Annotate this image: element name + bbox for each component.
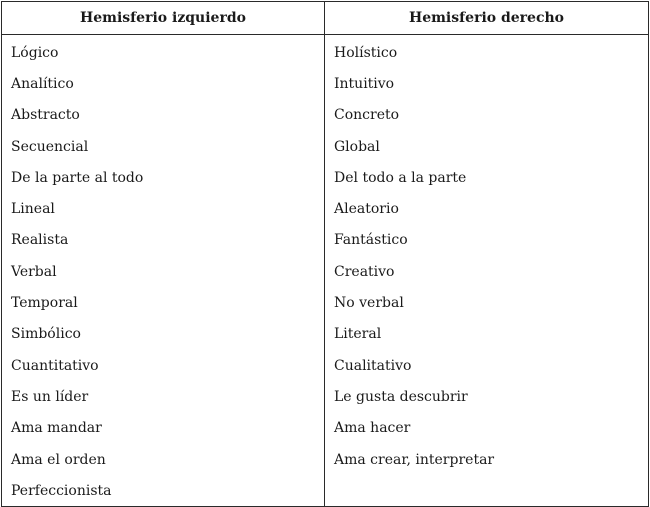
left-hemisphere-cell: Perfeccionista: [2, 475, 325, 507]
left-hemisphere-cell: Lógico: [2, 35, 325, 69]
right-hemisphere-cell: [325, 475, 649, 507]
table-row: [2, 413, 649, 444]
right-hemisphere-cell: Del todo a la parte: [325, 162, 649, 193]
table-body: [2, 35, 649, 507]
table-row: [2, 35, 649, 69]
left-hemisphere-cell: Simbólico: [2, 319, 325, 350]
table-row: [2, 350, 649, 381]
left-hemisphere-cell: Realista: [2, 225, 325, 256]
hemisphere-comparison-table: [1, 1, 649, 507]
right-hemisphere-cell: Fantástico: [325, 225, 649, 256]
right-hemisphere-cell: Cualitativo: [325, 350, 649, 381]
left-hemisphere-cell: Analítico: [2, 68, 325, 99]
right-hemisphere-cell: Holístico: [325, 35, 649, 69]
left-hemisphere-cell: Ama mandar: [2, 413, 325, 444]
table-row: [2, 162, 649, 193]
table-row: [2, 68, 649, 99]
header-row: [2, 2, 649, 35]
right-hemisphere-cell: Ama crear, interpretar: [325, 444, 649, 475]
table-row: [2, 256, 649, 287]
table-row: [2, 131, 649, 162]
right-hemisphere-cell: Creativo: [325, 256, 649, 287]
right-hemisphere-cell: Global: [325, 131, 649, 162]
left-hemisphere-cell: Cuantitativo: [2, 350, 325, 381]
table-row: [2, 193, 649, 224]
right-hemisphere-cell: Ama hacer: [325, 413, 649, 444]
table-row: [2, 381, 649, 412]
left-hemisphere-cell: Verbal: [2, 256, 325, 287]
header-right-hemisphere: Hemisferio derecho: [325, 2, 649, 35]
left-hemisphere-cell: De la parte al todo: [2, 162, 325, 193]
left-hemisphere-cell: Secuencial: [2, 131, 325, 162]
table-row: [2, 225, 649, 256]
right-hemisphere-cell: Aleatorio: [325, 193, 649, 224]
right-hemisphere-cell: Literal: [325, 319, 649, 350]
left-hemisphere-cell: Ama el orden: [2, 444, 325, 475]
right-hemisphere-cell: Concreto: [325, 100, 649, 131]
right-hemisphere-cell: No verbal: [325, 287, 649, 318]
left-hemisphere-cell: Lineal: [2, 193, 325, 224]
left-hemisphere-cell: Es un líder: [2, 381, 325, 412]
right-hemisphere-cell: Intuitivo: [325, 68, 649, 99]
left-hemisphere-cell: Temporal: [2, 287, 325, 318]
right-hemisphere-cell: Le gusta descubrir: [325, 381, 649, 412]
table-row: [2, 287, 649, 318]
table-row: [2, 319, 649, 350]
left-hemisphere-cell: Abstracto: [2, 100, 325, 131]
table-header: [2, 2, 649, 35]
header-left-hemisphere: Hemisferio izquierdo: [2, 2, 325, 35]
table-row: [2, 475, 649, 507]
table-row: [2, 100, 649, 131]
table-row: [2, 444, 649, 475]
